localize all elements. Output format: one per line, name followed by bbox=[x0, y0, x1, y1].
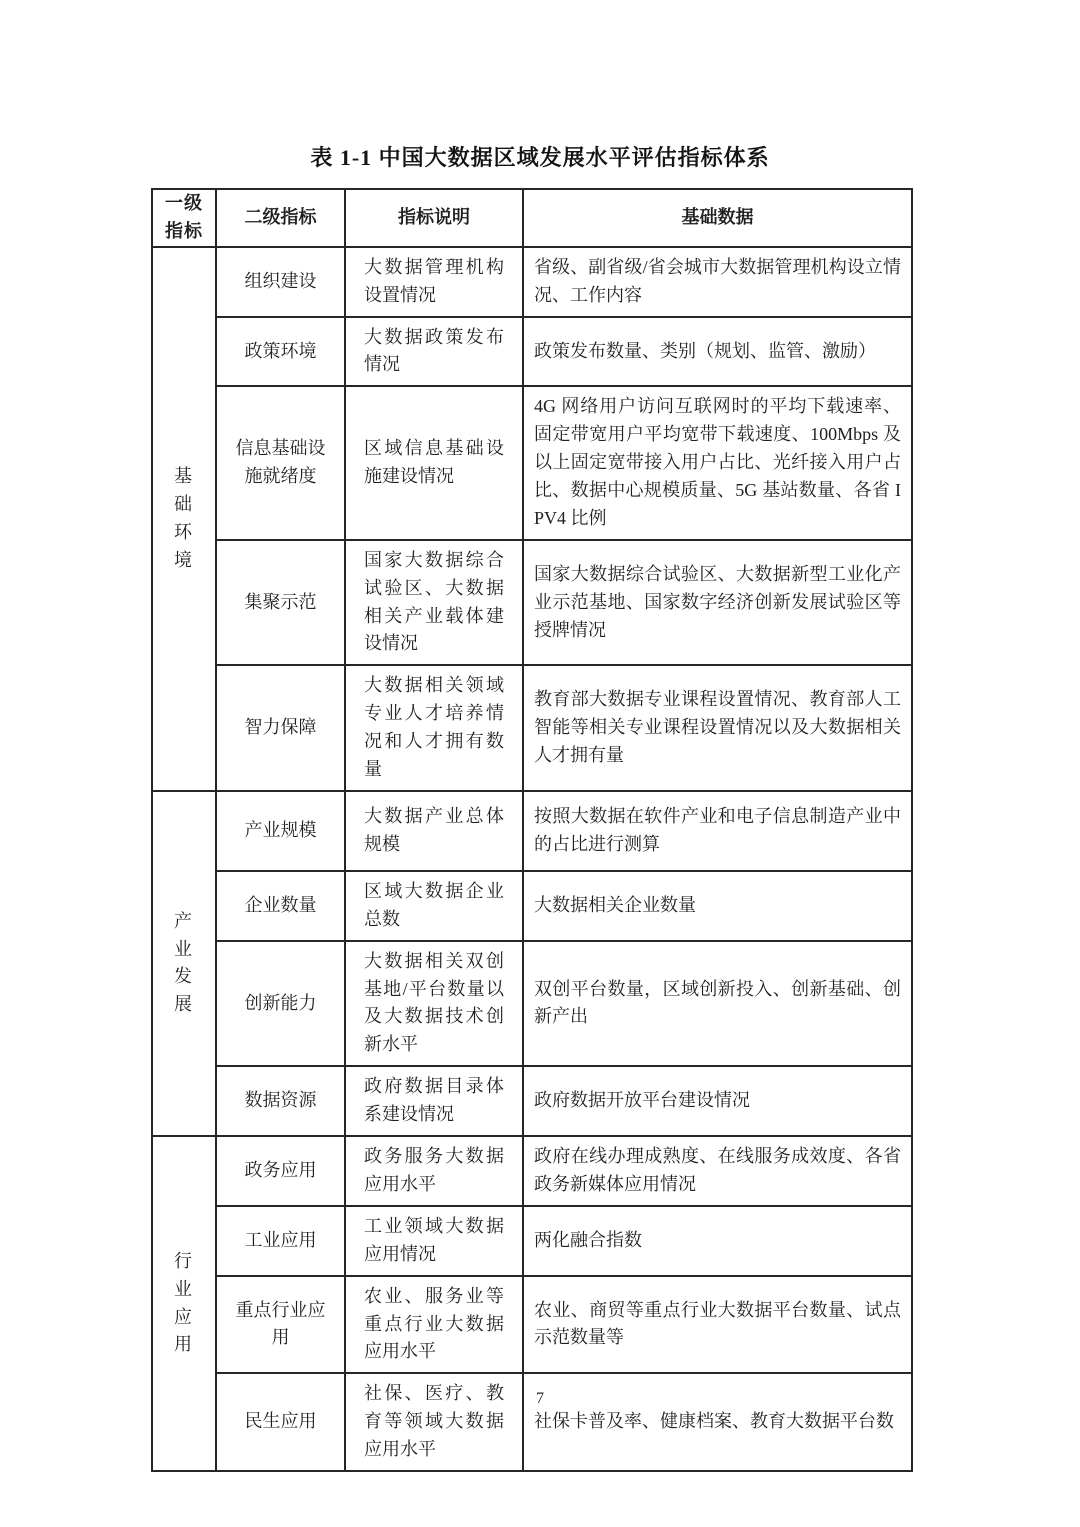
level2-cell: 工业应用 bbox=[216, 1206, 345, 1276]
table-row bbox=[152, 1136, 912, 1206]
base-data-cell: 国家大数据综合试验区、大数据新型工业化产业示范基地、国家数字经济创新发展试验区等授牌情况 bbox=[523, 540, 912, 666]
base-data-cell: 社保卡普及率、健康档案、教育大数据平台数 bbox=[523, 1373, 912, 1471]
header-cell-description: 指标说明 bbox=[345, 189, 523, 247]
level2-cell: 数据资源 bbox=[216, 1066, 345, 1136]
table-row bbox=[152, 1276, 912, 1374]
base-data-cell: 农业、商贸等重点行业大数据平台数量、试点示范数量等 bbox=[523, 1276, 912, 1374]
description-cell: 区域大数据企业总数 bbox=[345, 871, 523, 941]
description-cell: 大数据政策发布情况 bbox=[345, 317, 523, 387]
level2-cell: 组织建设 bbox=[216, 247, 345, 317]
description-cell: 社保、医疗、教育等领域大数据应用水平 bbox=[345, 1373, 523, 1471]
level1-cell-group3: 行业应用 bbox=[152, 1136, 216, 1471]
header-cell-level2: 二级指标 bbox=[216, 189, 345, 247]
description-cell: 农业、服务业等重点行业大数据应用水平 bbox=[345, 1276, 523, 1374]
base-data-cell: 按照大数据在软件产业和电子信息制造产业中的占比进行测算 bbox=[523, 791, 912, 871]
base-data-cell: 政府数据开放平台建设情况 bbox=[523, 1066, 912, 1136]
level2-cell: 创新能力 bbox=[216, 941, 345, 1067]
table-row bbox=[152, 540, 912, 666]
description-cell: 大数据相关双创基地/平台数量以及大数据技术创新水平 bbox=[345, 941, 523, 1067]
indicator-table bbox=[151, 188, 913, 1472]
table-row bbox=[152, 1066, 912, 1136]
header-cell-level1: 一级指标 bbox=[152, 189, 216, 247]
table-row bbox=[152, 386, 912, 539]
table-row bbox=[152, 665, 912, 791]
base-data-cell: 教育部大数据专业课程设置情况、教育部人工智能等相关专业课程设置情况以及大数据相关人才拥有量 bbox=[523, 665, 912, 791]
description-cell: 区域信息基础设施建设情况 bbox=[345, 386, 523, 539]
base-data-cell: 4G 网络用户访问互联网时的平均下载速率、固定带宽用户平均宽带下载速度、100Mbps 及以上固定宽带接入用户占比、光纤接入用户占比、数据中心规模质量、5G 基站数量、各省 IPV4 比例 bbox=[523, 386, 912, 539]
level2-cell: 企业数量 bbox=[216, 871, 345, 941]
level2-cell: 智力保障 bbox=[216, 665, 345, 791]
description-cell: 政务服务大数据应用水平 bbox=[345, 1136, 523, 1206]
base-data-cell: 两化融合指数 bbox=[523, 1206, 912, 1276]
description-cell: 大数据相关领域专业人才培养情况和人才拥有数量 bbox=[345, 665, 523, 791]
description-cell: 国家大数据综合试验区、大数据相关产业载体建设情况 bbox=[345, 540, 523, 666]
level2-cell: 政务应用 bbox=[216, 1136, 345, 1206]
table-row bbox=[152, 317, 912, 387]
level2-cell: 政策环境 bbox=[216, 317, 345, 387]
level2-cell: 产业规模 bbox=[216, 791, 345, 871]
level1-cell-group2: 产业发展 bbox=[152, 791, 216, 1136]
description-cell: 大数据管理机构设置情况 bbox=[345, 247, 523, 317]
table-row bbox=[152, 247, 912, 317]
table-row bbox=[152, 941, 912, 1067]
description-cell: 大数据产业总体规模 bbox=[345, 791, 523, 871]
base-data-cell: 政府在线办理成熟度、在线服务成效度、各省政务新媒体应用情况 bbox=[523, 1136, 912, 1206]
header-cell-base-data: 基础数据 bbox=[523, 189, 912, 247]
description-cell: 工业领域大数据应用情况 bbox=[345, 1206, 523, 1276]
page-number: 7 bbox=[536, 1390, 544, 1407]
level2-cell: 信息基础设施就绪度 bbox=[216, 386, 345, 539]
table-row bbox=[152, 791, 912, 871]
table-row bbox=[152, 1206, 912, 1276]
base-data-cell: 政策发布数量、类别（规划、监管、激励） bbox=[523, 317, 912, 387]
base-data-cell: 省级、副省级/省会城市大数据管理机构设立情况、工作内容 bbox=[523, 247, 912, 317]
level2-cell: 民生应用 bbox=[216, 1373, 345, 1471]
table-row bbox=[152, 871, 912, 941]
table-header-row bbox=[152, 189, 912, 247]
description-cell: 政府数据目录体系建设情况 bbox=[345, 1066, 523, 1136]
level2-cell: 集聚示范 bbox=[216, 540, 345, 666]
level1-cell-group1: 基础环境 bbox=[152, 247, 216, 791]
table-row bbox=[152, 1373, 912, 1471]
base-data-cell: 大数据相关企业数量 bbox=[523, 871, 912, 941]
base-data-cell: 双创平台数量，区域创新投入、创新基础、创新产出 bbox=[523, 941, 912, 1067]
level2-cell: 重点行业应用 bbox=[216, 1276, 345, 1374]
page-title: 表 1-1 中国大数据区域发展水平评估指标体系 bbox=[310, 145, 770, 170]
